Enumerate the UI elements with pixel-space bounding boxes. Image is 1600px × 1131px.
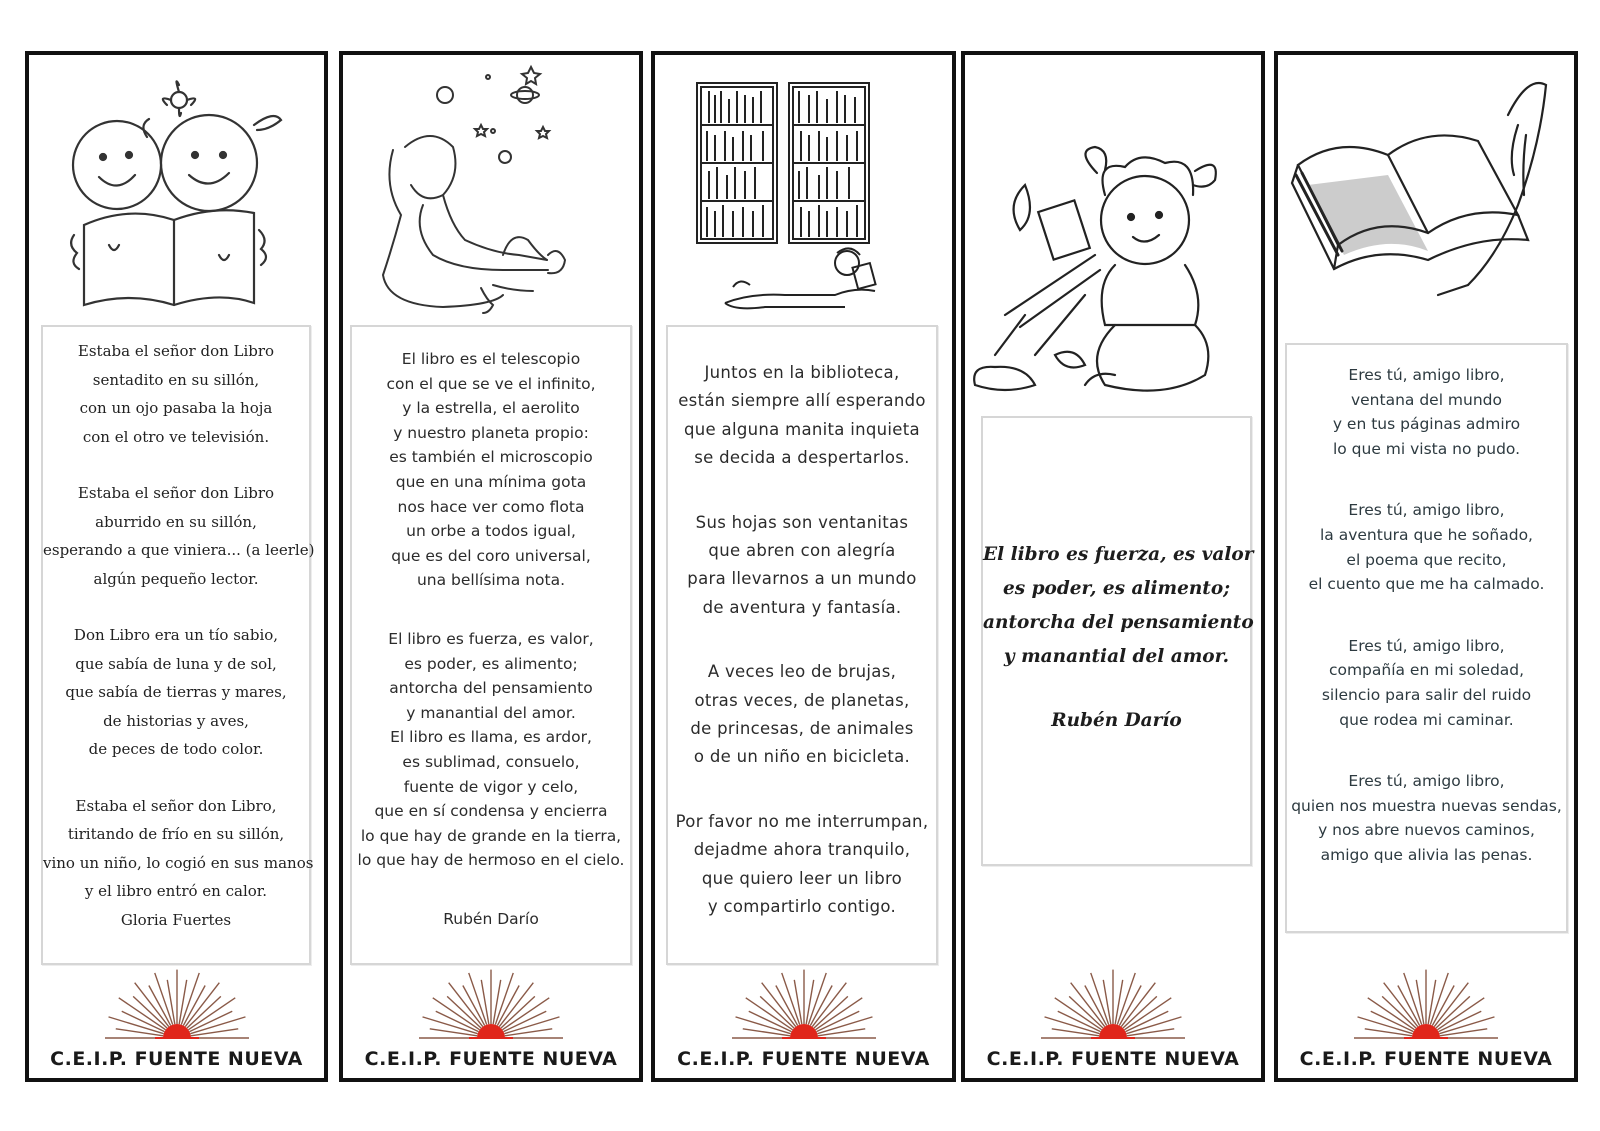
school-name: C.E.I.P. FUENTE NUEVA xyxy=(1299,1048,1553,1070)
poem-line: que en una mínima gota xyxy=(395,472,587,491)
poem-line: que es del coro universal, xyxy=(391,546,591,565)
poem-line: amigo que alivia las penas. xyxy=(1320,845,1533,864)
poem-box xyxy=(666,325,938,965)
poem-line: el cuento que me ha calmado. xyxy=(1308,575,1545,594)
poem-line: El libro es el telescopio xyxy=(401,350,581,368)
school-name: C.E.I.P. FUENTE NUEVA xyxy=(986,1048,1240,1070)
school-logo xyxy=(343,966,639,1070)
poem-line: que sabía de tierras y mares, xyxy=(65,683,287,701)
poem-line: es también el microscopio xyxy=(389,448,593,467)
poem-author: Rubén Darío xyxy=(1051,710,1182,731)
children-reading-icon xyxy=(29,55,324,320)
poem-line: lo que hay de hermoso en el cielo. xyxy=(357,851,625,870)
poem-line: Por favor no me interrumpan, xyxy=(675,811,929,831)
poem-line: con el otro ve televisión. xyxy=(82,427,270,446)
poem-line: que abren con alegría xyxy=(708,541,896,561)
poem-line: de aventura y fantasía. xyxy=(702,597,902,617)
bookmark-2 xyxy=(339,51,643,1082)
poem-line: que quiero leer un libro xyxy=(701,868,903,888)
poem-author: Gloria Fuertes xyxy=(120,910,232,929)
poem-line: y manantial del amor. xyxy=(1003,646,1230,667)
school-name: C.E.I.P. FUENTE NUEVA xyxy=(364,1048,618,1070)
poem-line: y nos abre nuevos caminos, xyxy=(1318,821,1535,840)
poem-line: otras veces, de planetas, xyxy=(694,690,910,710)
poem-line: nos hace ver como flota xyxy=(397,497,585,516)
poem-line: y el libro entró en calor. xyxy=(84,882,268,900)
poem-line: ventana del mundo xyxy=(1350,390,1503,409)
poem-line: silencio para salir del ruido xyxy=(1321,685,1532,704)
poem-line: de peces de todo color. xyxy=(88,740,264,758)
poem-line: El libro es llama, es ardor, xyxy=(390,728,592,747)
poem-line: o de un niño en bicicleta. xyxy=(693,747,911,767)
poem-box xyxy=(1285,343,1568,933)
poem-line: y en tus páginas admiro xyxy=(1332,415,1521,434)
poem-line: aburrido en su sillón, xyxy=(95,512,257,531)
poem-line: Juntos en la biblioteca, xyxy=(704,363,900,382)
poem-line: lo que mi vista no pudo. xyxy=(1332,439,1521,458)
school-logo xyxy=(965,966,1261,1070)
bookmark-1 xyxy=(25,51,328,1082)
bookmark-5 xyxy=(1274,51,1578,1082)
poem-line: Estaba el señor don Libro xyxy=(77,342,275,360)
book-quill-icon xyxy=(1278,55,1574,335)
poem-line: Sus hojas son ventanitas xyxy=(695,512,909,532)
poem-line: Estaba el señor don Libro xyxy=(77,484,275,502)
bookshelf-reading-icon xyxy=(655,55,952,320)
sunrise-logo-icon xyxy=(97,966,257,1046)
poem-box xyxy=(350,325,632,965)
poem-line: una bellísima nota. xyxy=(416,571,566,590)
poem-line: que en sí condensa y encierra xyxy=(374,802,608,821)
poem-line: y la estrella, el aerolito xyxy=(402,399,580,418)
poem-line: esperando a que viniera... (a leerle) xyxy=(43,541,315,559)
poem-line: el poema que recito, xyxy=(1346,550,1507,569)
poem-line: fuente de vigor y celo, xyxy=(403,777,579,796)
poem-author: Rubén Darío xyxy=(443,909,539,928)
poem-line: que rodea mi caminar. xyxy=(1339,710,1514,729)
girl-reading-chair-icon xyxy=(965,55,1261,415)
quote-box xyxy=(981,416,1252,866)
poem-line: de princesas, de animales xyxy=(690,719,914,739)
school-name: C.E.I.P. FUENTE NUEVA xyxy=(50,1048,303,1070)
poem-line: Eres tú, amigo libro, xyxy=(1348,772,1505,791)
poem-line: la aventura que he soñado, xyxy=(1319,525,1533,544)
school-logo xyxy=(655,966,952,1070)
poem-line: Don Libro era un tío sabio, xyxy=(73,626,279,644)
poem-line: es sublimad, consuelo, xyxy=(402,752,580,771)
poem-line: antorcha del pensamiento xyxy=(983,612,1254,633)
poem-line: que alguna manita inquieta xyxy=(684,419,920,439)
poem-line: y manantial del amor. xyxy=(406,703,576,722)
poem-line: El libro es fuerza, es valor, xyxy=(388,629,594,648)
poem-line: Estaba el señor don Libro, xyxy=(75,796,277,815)
poem-line: para llevarnos a un mundo xyxy=(687,569,917,589)
poem-line: con un ojo pasaba la hoja xyxy=(79,399,273,417)
poem-box xyxy=(41,325,315,965)
poem-line: es poder, es alimento; xyxy=(404,654,578,673)
bookmark-4 xyxy=(961,51,1265,1082)
poem-line: lo que hay de grande en la tierra, xyxy=(360,826,622,845)
poem-line: quien nos muestra nuevas sendas, xyxy=(1291,796,1562,815)
girl-stargazing-icon xyxy=(343,55,639,320)
sunrise-logo-icon xyxy=(1033,966,1193,1046)
poem-line: es poder, es alimento; xyxy=(1002,578,1231,599)
sunrise-logo-icon xyxy=(1346,966,1506,1046)
poem-line: tiritando de frío en su sillón, xyxy=(67,825,285,843)
sunrise-logo-icon xyxy=(724,966,884,1046)
poem-line: Eres tú, amigo libro, xyxy=(1348,636,1505,655)
poem-line: y compartirlo contigo. xyxy=(707,897,897,917)
sunrise-logo-icon xyxy=(411,966,571,1046)
poem-line: están siempre allí esperando xyxy=(678,391,926,411)
poem-line: compañía en mi soledad, xyxy=(1328,661,1525,680)
school-logo xyxy=(1278,966,1574,1070)
school-name: C.E.I.P. FUENTE NUEVA xyxy=(677,1048,930,1070)
poem-line: con el que se ve el infinito, xyxy=(386,374,596,393)
school-logo xyxy=(29,966,324,1070)
poem-line: un orbe a todos igual, xyxy=(406,522,576,541)
poem-line: sentadito en su sillón, xyxy=(92,370,260,389)
poem-line: Eres tú, amigo libro, xyxy=(1348,501,1505,520)
poem-line: antorcha del pensamiento xyxy=(389,679,593,698)
poem-line: vino un niño, lo cogió en sus manos xyxy=(43,853,314,872)
poem-line: que sabía de luna y de sol, xyxy=(75,654,277,673)
poem-line: algún pequeño lector. xyxy=(93,569,259,588)
poem-line: El libro es fuerza, es valor xyxy=(983,544,1254,565)
poem-line: y nuestro planeta propio: xyxy=(393,423,589,442)
poem-line: se decida a despertarlos. xyxy=(694,448,910,468)
poem-line: de historias y aves, xyxy=(103,711,249,730)
poem-line: dejadme ahora tranquilo, xyxy=(693,840,911,860)
poem-line: A veces leo de brujas, xyxy=(707,662,897,682)
bookmark-3 xyxy=(651,51,956,1082)
poem-line: Eres tú, amigo libro, xyxy=(1348,366,1505,384)
